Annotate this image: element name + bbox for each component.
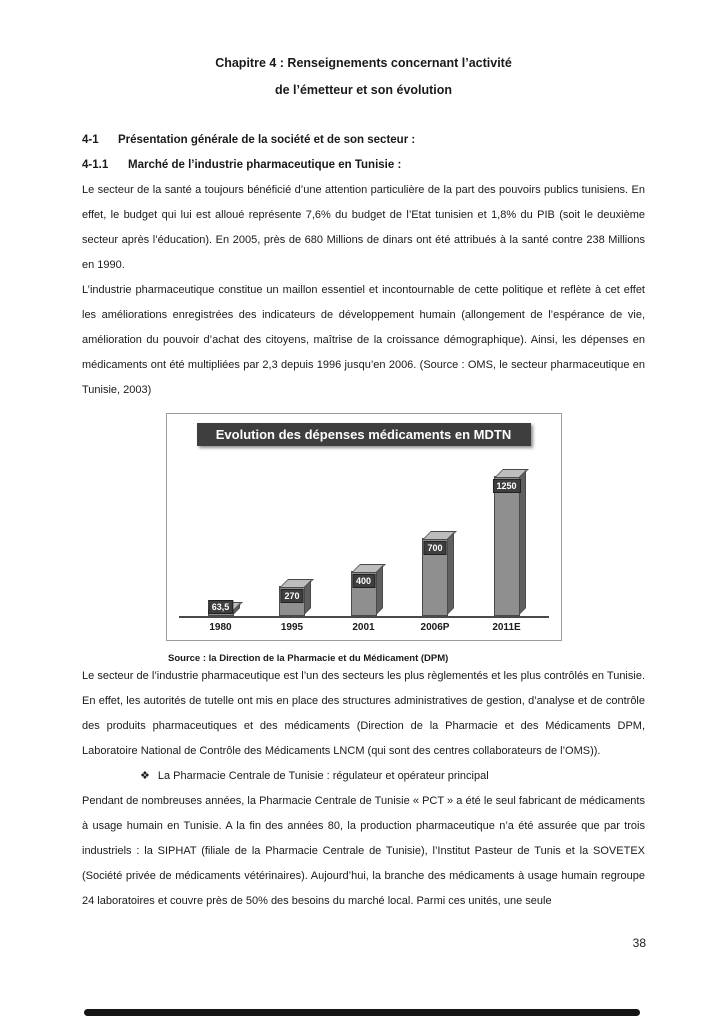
x-tick-1995: 1995 [280, 622, 304, 633]
bar-value-label: 1250 [492, 479, 520, 493]
section-4-1-number: 4-1 [82, 134, 99, 146]
paragraph-health-budget: Le secteur de la santé a toujours bénéficié d’une attention particulière de la part des pouvoirs publics tunisiens. En effet, le budget qui lui est alloué représente 7,6% du budget de l’Etat tunisien et 1,8% du PIB (soit le deuxième secteur après l’éducation). En 2005, près de 680 Millions de dinars ont été attribués à la santé contre 238 Millions en 1990. [82, 184, 645, 271]
section-4-1-1-number: 4-1.1 [82, 159, 109, 171]
diamond-bullet-icon: ❖ [140, 770, 150, 782]
chapter-title [82, 50, 645, 104]
x-tick-1980: 1980 [209, 622, 232, 633]
bullet-item-pct [140, 764, 645, 789]
bar-value-label: 700 [423, 541, 446, 555]
bar-1995 [274, 466, 310, 616]
paragraph-pct-history: Pendant de nombreuses années, la Pharmacie Centrale de Tunisie « PCT » a été le seul fabricant de médicaments à usage humain en Tunisie. A la fin des années 80, la production pharmaceutique n’a été assurée que par trois industriels : la SIPHAT (filiale de la Pharmacie Centrale de Tunisie), l’Institut Pasteur de Tunis et la SOVETEX (Société privée de médicaments vétérinaires). Aujourd’hui, la branche des médicaments à usage humain regroupe 24 laboratoires et couvre près de 50% des besoins du marché local. Parmi ces unités, une seule [82, 795, 645, 907]
chapter-title-line1: Chapitre 4 : Renseignements concernant l’activité [215, 56, 512, 70]
bar-2006P [417, 466, 453, 616]
chart-title: Evolution des dépenses médicaments en MDTN [197, 423, 531, 446]
bar-1980 [203, 466, 239, 616]
expenses-chart-figure [166, 413, 562, 641]
bar-2011E [489, 466, 525, 616]
section-4-1-1-heading [82, 153, 645, 178]
bar-value-label: 270 [280, 589, 303, 603]
chart-source-note: Source : la Direction de la Pharmacie et du Médicament (DPM) [168, 653, 449, 664]
section-4-1-1-title: Marché de l’industrie pharmaceutique en Tunisie : [128, 159, 402, 171]
bar-side-face [376, 565, 383, 615]
bar-value-label: 63,5 [208, 600, 234, 614]
x-tick-2001: 2001 [352, 622, 375, 633]
section-4-1-heading [82, 128, 645, 153]
chart-x-axis [179, 622, 549, 633]
bar-2001 [346, 466, 382, 616]
paragraph-regulation: Le secteur de l’industrie pharmaceutique est l’un des secteurs les plus règlementés et les plus contrôlés en Tunisie. En effet, les autorités de tutelle ont mis en place des structures administratives de gestion, d’analyse et de contrôle des produits pharmaceutiques et des médicaments (Direction de la Pharmacie et des Médicaments DPM, Laboratoire National de Contrôle des Médicaments LNCM (qui sont des centres collaborateurs de l’OMS)). [82, 670, 645, 757]
bar-side-face [447, 532, 454, 615]
scan-artifact-bar [84, 1009, 640, 1016]
bar-side-face [304, 580, 311, 615]
section-4-1-title: Présentation générale de la société et de son secteur : [118, 134, 416, 146]
x-tick-2006P: 2006P [420, 622, 450, 633]
chapter-title-line2: de l’émetteur et son évolution [274, 83, 453, 97]
bullet-item-text: La Pharmacie Centrale de Tunisie : régulateur et opérateur principal [157, 770, 489, 782]
chart-plot-area [179, 466, 549, 618]
bar-front-face [494, 476, 520, 616]
page-number: 38 [632, 936, 646, 950]
bar-value-label: 400 [352, 574, 375, 588]
x-tick-2011E: 2011E [492, 622, 521, 633]
paragraph-pharma-industry: L’industrie pharmaceutique constitue un maillon essentiel et incontournable de cette politique et reflète à cet effet les améliorations enregistrées des indicateurs de développement humain (allongement de l’espérance de vie, amélioration du pouvoir d’achat des citoyens, maîtrise de la croissance démographique). Ainsi, les dépenses en médicaments ont été multipliées par 2,3 depuis 1996 jusqu’en 2006. (Source : OMS, le secteur pharmaceutique en Tunisie, 2003) [82, 284, 645, 396]
